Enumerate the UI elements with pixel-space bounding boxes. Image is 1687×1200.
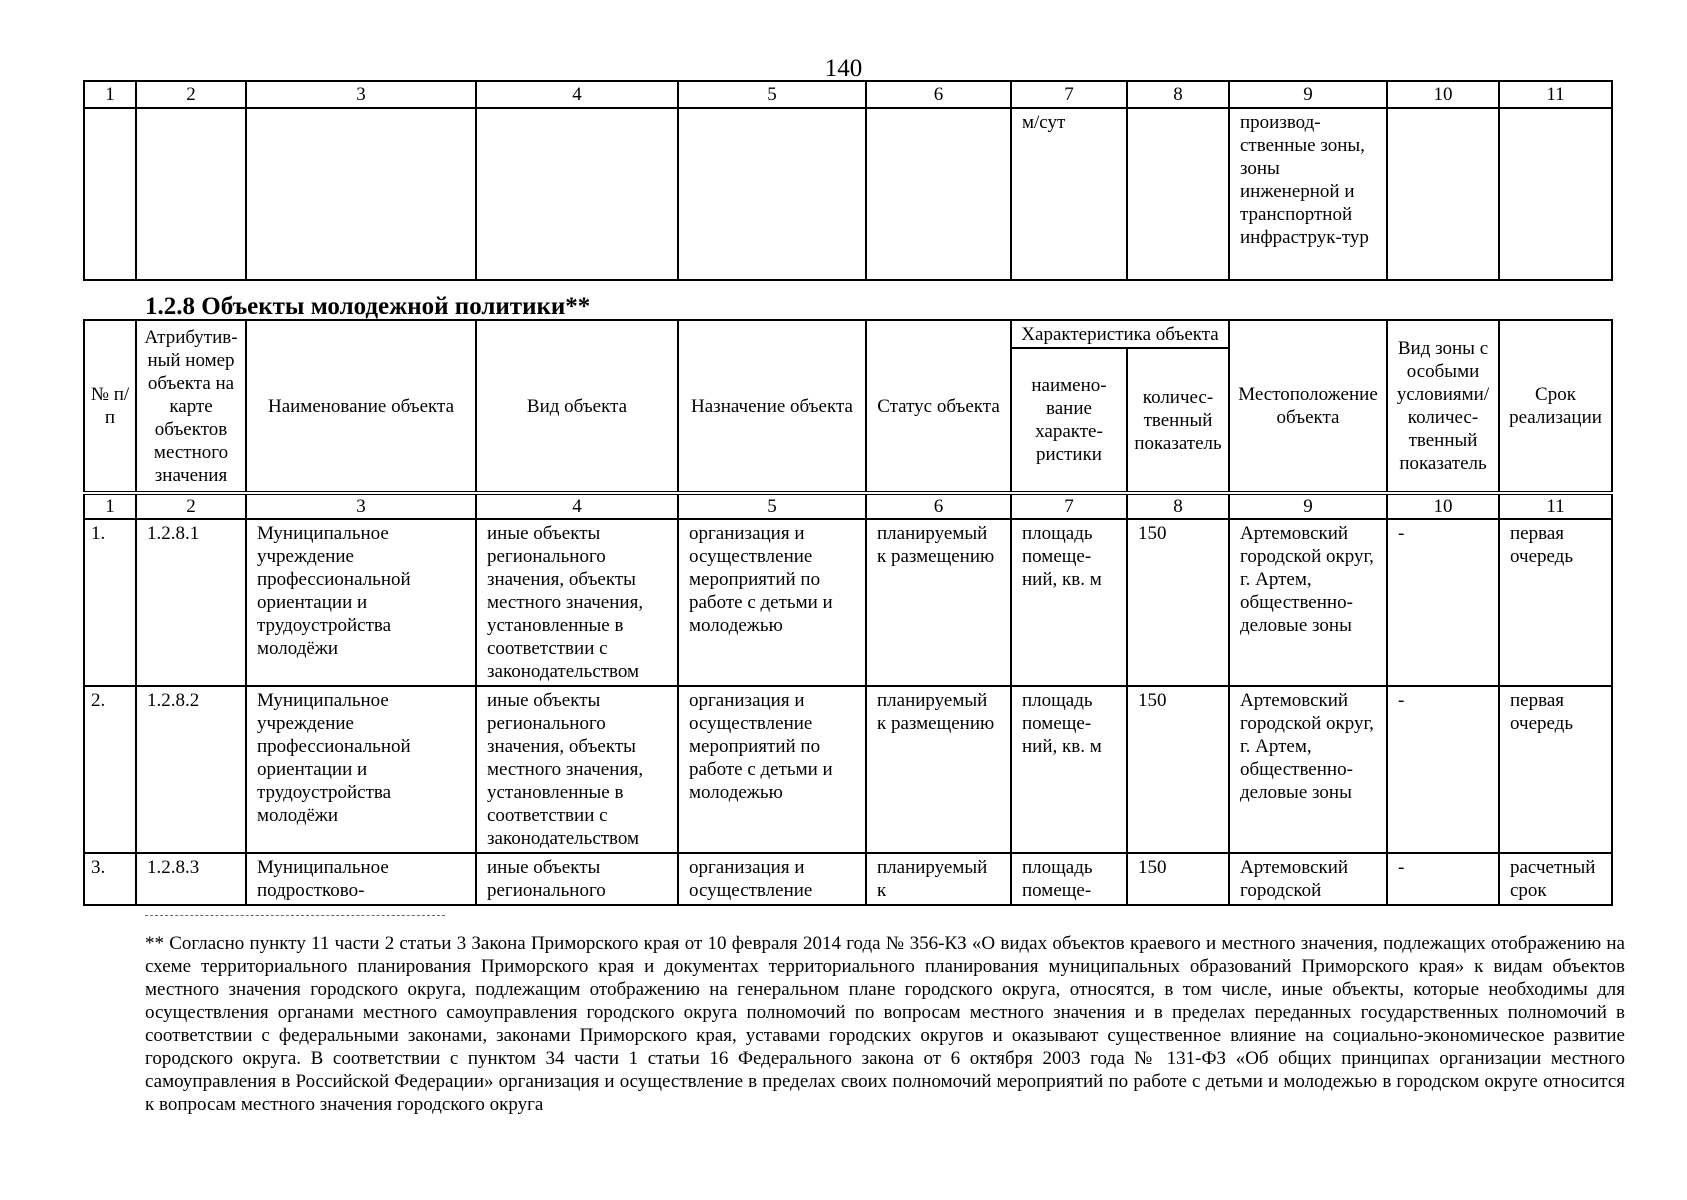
header-object-kind: Вид объекта (476, 320, 678, 493)
object-purpose: организация и осуществление мероприятий по работе с детьми и молодежью (678, 686, 866, 853)
row-number: 1. (84, 519, 136, 686)
col-number: 4 (476, 493, 678, 519)
table-cell (84, 108, 136, 280)
table-cell (1499, 108, 1612, 280)
characteristic-value: 150 (1127, 519, 1229, 686)
col-number: 6 (866, 493, 1011, 519)
attr-number: 1.2.8.1 (136, 519, 246, 686)
col-number: 3 (246, 493, 476, 519)
table-cell (678, 108, 866, 280)
object-purpose: организация и осуществление мероприятий по работе с детьми и молодежью (678, 519, 866, 686)
col-number: 2 (136, 81, 246, 108)
footnote-text: ** Согласно пункту 11 части 2 статьи 3 Закона Приморского края от 10 февраля 2014 года № 356-КЗ «О видах объектов краевого и местного значения, подлежащих отображению на схеме территориального планирования Приморского края и документах территориального планирования муниципальных образований Приморского края» к видам объектов местного значения городского округа, подлежащим отображению на генеральном плане городского округа, относятся, в том числе, иные объекты, которые необходимы для осуществления органами местного самоуправления городского округа полномочий по вопросам местного значения и в пределах переданных государственных полномочий в соответствии с федеральными законами, законами Приморского края, уставами городских округов и оказывают существенное влияние на социально-экономическое развитие городского округа. В соответствии с пунктом 34 части 1 статьи 16 Федерального закона от 6 октября 2003 года № 131-ФЗ «Об общих принципах организации местного самоуправления в Российской Федерации» организация и осуществление в пределах своих полномочий мероприятий по работе с детьми и молодежью в городском округе относится к вопросам местного значения городского округа (145, 933, 1625, 1115)
table-cell: м/сут (1011, 108, 1127, 280)
header-location: Местоположение объекта (1229, 320, 1387, 493)
zone-value: - (1387, 686, 1499, 853)
column-number-row (84, 81, 1612, 108)
object-purpose: организация и осуществление (678, 853, 866, 905)
header-row (84, 320, 1612, 348)
attr-number: 1.2.8.2 (136, 686, 246, 853)
header-characteristic-value: количес-твенный показатель (1127, 348, 1229, 493)
object-location: Артемовский городской округ, г. Артем, общественно-деловые зоны (1229, 519, 1387, 686)
col-number: 7 (1011, 81, 1127, 108)
object-status: планируемый к размещению (866, 519, 1011, 686)
attr-number: 1.2.8.3 (136, 853, 246, 905)
col-number: 4 (476, 81, 678, 108)
object-kind: иные объекты регионального (476, 853, 678, 905)
table-row (84, 519, 1612, 686)
table-cell (476, 108, 678, 280)
col-number: 1 (84, 81, 136, 108)
table-cell (246, 108, 476, 280)
col-number: 10 (1387, 493, 1499, 519)
col-number: 5 (678, 81, 866, 108)
header-status: Статус объекта (866, 320, 1011, 493)
header-term: Срок реализации (1499, 320, 1612, 493)
col-number: 11 (1499, 493, 1612, 519)
col-number: 7 (1011, 493, 1127, 519)
row-number: 2. (84, 686, 136, 853)
column-number-row (84, 493, 1612, 519)
header-purpose: Назначение объекта (678, 320, 866, 493)
youth-policy-objects-table (83, 319, 1613, 906)
col-number: 3 (246, 81, 476, 108)
object-kind: иные объекты регионального значения, объекты местного значения, установленные в соответствии с законодательством (476, 519, 678, 686)
header-characteristic-group: Характеристика объекта (1011, 320, 1229, 348)
characteristic-name: площадь помеще- (1011, 853, 1127, 905)
characteristic-name: площадь помеще-ний, кв. м (1011, 686, 1127, 853)
characteristic-name: площадь помеще-ний, кв. м (1011, 519, 1127, 686)
characteristic-value: 150 (1127, 686, 1229, 853)
table-cell: производ-ственные зоны, зоны инженерной и транспортной инфраструк-тур (1229, 108, 1387, 280)
object-name: Муниципальное учреждение профессиональной ориентации и трудоустройства молодёжи (246, 686, 476, 853)
col-number: 11 (1499, 81, 1612, 108)
continuation-table (83, 80, 1613, 281)
object-name: Муниципальное учреждение профессиональной ориентации и трудоустройства молодёжи (246, 519, 476, 686)
object-location: Артемовский городской (1229, 853, 1387, 905)
characteristic-value: 150 (1127, 853, 1229, 905)
header-attr-number: Атрибутив-ный номер объекта на карте объектов местного значения (136, 320, 246, 493)
col-number: 2 (136, 493, 246, 519)
table-cell (1387, 108, 1499, 280)
continuation-row (84, 108, 1612, 280)
row-number: 3. (84, 853, 136, 905)
table-row (84, 853, 1612, 905)
col-number: 8 (1127, 81, 1229, 108)
object-kind: иные объекты регионального значения, объекты местного значения, установленные в соответствии с законодательством (476, 686, 678, 853)
col-number: 9 (1229, 493, 1387, 519)
object-status: планируемый к (866, 853, 1011, 905)
table-cell (1127, 108, 1229, 280)
section-title: 1.2.8 Объекты молодежной политики** (145, 293, 591, 320)
col-number: 5 (678, 493, 866, 519)
table-cell (136, 108, 246, 280)
footnote-separator (145, 915, 445, 916)
page-number: 140 (824, 55, 863, 82)
col-number: 10 (1387, 81, 1499, 108)
col-number: 6 (866, 81, 1011, 108)
header-object-name: Наименование объекта (246, 320, 476, 493)
term: первая очередь (1499, 686, 1612, 853)
col-number: 9 (1229, 81, 1387, 108)
header-characteristic-name: наимено-вание характе-ристики (1011, 348, 1127, 493)
object-status: планируемый к размещению (866, 686, 1011, 853)
col-number: 1 (84, 493, 136, 519)
term: расчетный срок (1499, 853, 1612, 905)
table-row (84, 686, 1612, 853)
object-location: Артемовский городской округ, г. Артем, общественно-деловые зоны (1229, 686, 1387, 853)
header-zone: Вид зоны с особыми условиями/ количес-твенный показатель (1387, 320, 1499, 493)
zone-value: - (1387, 853, 1499, 905)
col-number: 8 (1127, 493, 1229, 519)
object-name: Муниципальное подростково- (246, 853, 476, 905)
term: первая очередь (1499, 519, 1612, 686)
zone-value: - (1387, 519, 1499, 686)
table-cell (866, 108, 1011, 280)
header-num: № п/п (84, 320, 136, 493)
